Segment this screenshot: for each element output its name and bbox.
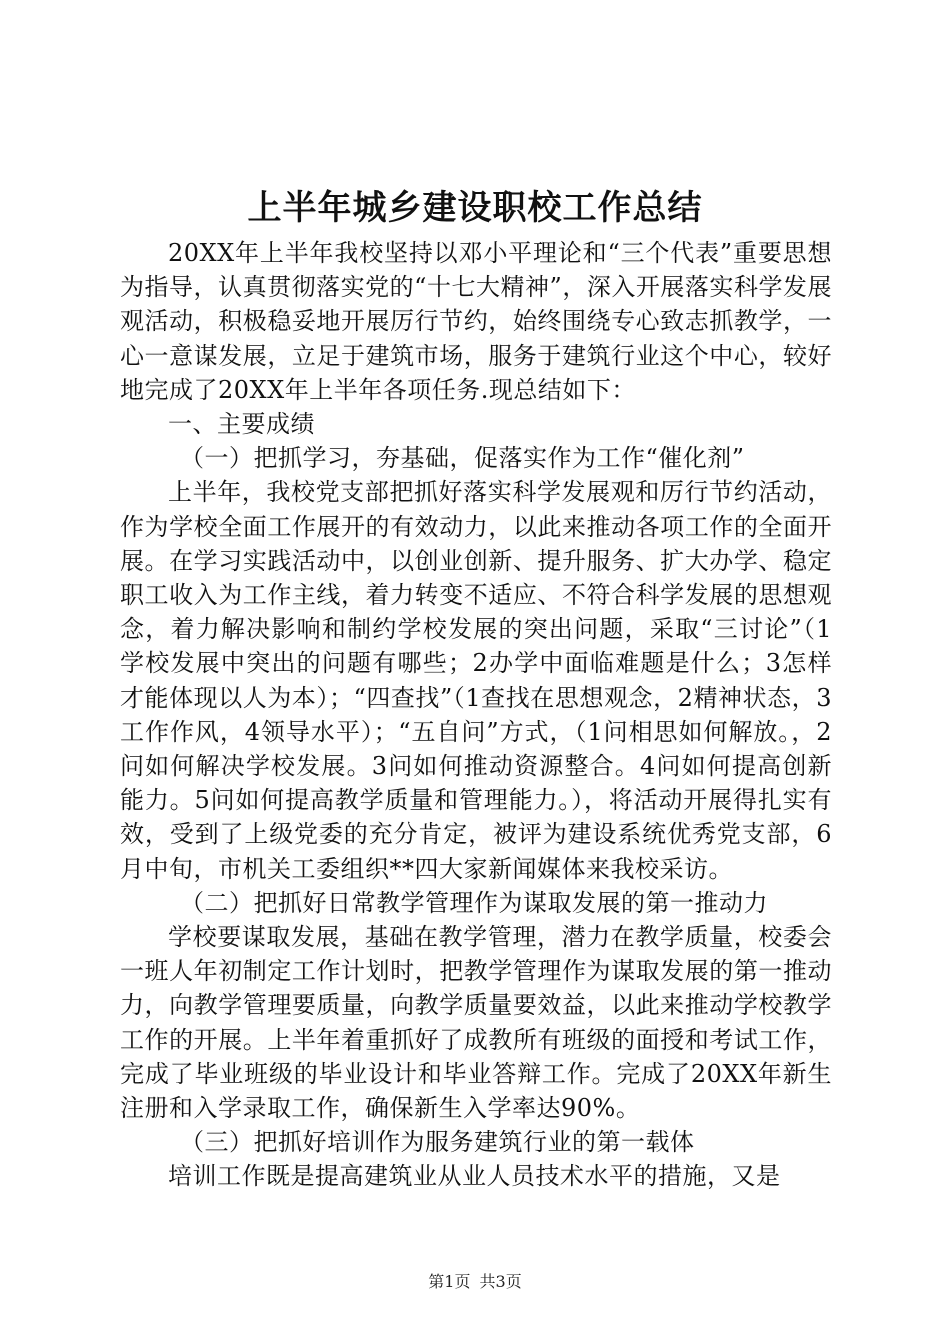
paragraph-teaching-management: 学校要谋取发展，基础在教学管理，潜力在教学质量，校委会一班人年初制定工作计划时，把教学管理作为谋取发展的第一推动力，向教学管理要质量，向教学质量要效益，以此来推动学校教学工作的开展。上半年着重抓好了成教所有班级的面授和考试工作，完成了毕业班级的毕业设计和毕业答辩工作。完成了20XX年新生注册和入学录取工作，确保新生入学率达90%。: [120, 923, 832, 1123]
paragraph-training: 培训工作既是提高建筑业从业人员技术水平的措施，又是: [168, 1162, 781, 1191]
page-total: 共3页: [479, 1272, 522, 1291]
subheading-training: （三）把抓好培训作为服务建筑行业的第一载体: [180, 1128, 695, 1157]
subheading-study: （一）把抓学习，夯基础，促落实作为工作“催化剂”: [180, 444, 745, 473]
document-body: [120, 236, 832, 1194]
page-footer: [0, 1270, 950, 1294]
paragraph-study: 上半年，我校党支部把抓好落实科学发展观和厉行节约活动，作为学校全面工作展开的有效动力，以此来推动各项工作的全面开展。在学习实践活动中，以创业创新、提升服务、扩大办学、稳定职工收入为工作主线，着力转变不适应、不符合科学发展的思想观念，着力解决影响和制约学校发展的突出问题，采取“三讨论”（1学校发展中突出的问题有哪些；2办学中面临难题是什么；3怎样才能体现以人为本）；“四查找”（1查找在思想观念，2精神状态，3工作作风，4领导水平）；“五自问”方式，（1问相思如何解放。，2问如何解决学校发展。3问如何推动资源整合。4问如何提高创新能力。5问如何提高教学质量和管理能力。），将活动开展得扎实有效，受到了上级党委的充分肯定，被评为建设系统优秀党支部，6月中旬，市机关工委组织**四大家新闻媒体来我校采访。: [120, 478, 832, 883]
subheading-teaching-management: （二）把抓好日常教学管理作为谋取发展的第一推动力: [180, 888, 768, 917]
section-heading-main-achievements: 一、主要成绩: [168, 410, 315, 439]
page-number: 第1页: [428, 1272, 471, 1291]
document-title: 上半年城乡建设职校工作总结: [247, 188, 703, 228]
paragraph-intro: 20XX年上半年我校坚持以邓小平理论和“三个代表”重要思想为指导，认真贯彻落实党的“十七大精神”，深入开展落实科学发展观活动，积极稳妥地开展厉行节约，始终围绕专心致志抓教学，一心一意谋发展，立足于建筑市场，服务于建筑行业这个中心，较好地完成了20XX年上半年各项任务.现总结如下：: [120, 239, 832, 404]
